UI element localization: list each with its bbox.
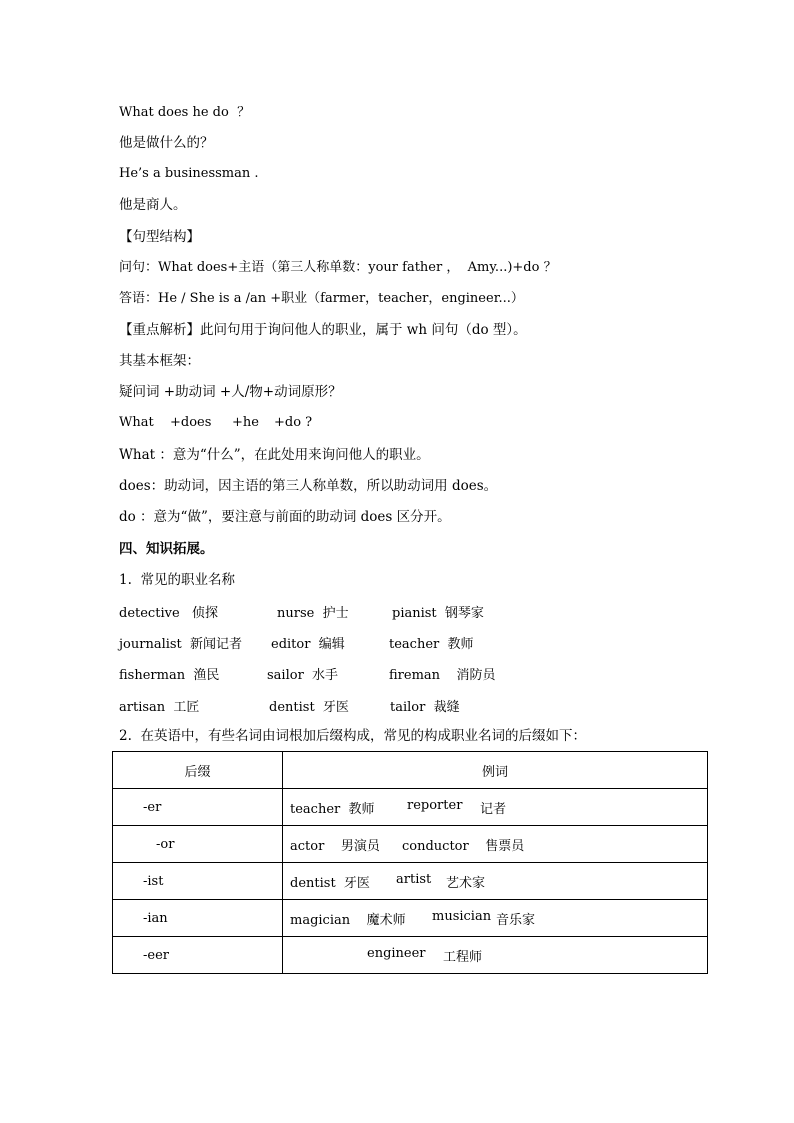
answer-chinese: 他是商人。 bbox=[119, 197, 187, 213]
item-two-heading: 2. 在英语中，有些名词由词根加后缀构成，常见的构成职业名词的后缀如下： bbox=[119, 728, 586, 744]
example-word: engineer bbox=[367, 946, 426, 961]
occupation-word: journalist 新闻记者 bbox=[119, 637, 243, 652]
occupation-word: fisherman 渔民 bbox=[119, 668, 220, 683]
question-structure: 问句：What does+主语（第三人称单数：your father ， Amy...)+do ？ bbox=[119, 260, 557, 275]
table-row bbox=[113, 937, 708, 974]
example-word: magician 魔术师 bbox=[290, 913, 406, 928]
key-analysis: 【重点解析】此问句用于询问他人的职业，属于 wh 问句（do 型）。 bbox=[119, 322, 527, 338]
suffix-cell: -ist bbox=[113, 863, 283, 900]
example-word: teacher 教师 bbox=[290, 802, 375, 817]
example-word: conductor 售票员 bbox=[402, 839, 525, 854]
occupation-word: teacher 教师 bbox=[389, 637, 474, 652]
occupation-word: dentist 牙医 bbox=[269, 700, 349, 715]
pattern-row bbox=[119, 415, 419, 433]
what-note: What ：意为“什么”，在此处用来询问他人的职业。 bbox=[119, 447, 430, 463]
question-chinese: 他是做什么的？ bbox=[119, 135, 214, 151]
occupation-row bbox=[119, 602, 599, 620]
example-word: dentist 牙医 bbox=[290, 876, 370, 891]
pattern-what: What bbox=[119, 415, 154, 430]
pattern-he: +he bbox=[232, 415, 259, 430]
framework-formula: 疑问词 +助动词 +人/物+动词原形？ bbox=[119, 384, 342, 400]
occupation-row bbox=[119, 664, 599, 682]
occupation-word: detective 侦探 bbox=[119, 606, 219, 621]
occupation-word: artisan 工匠 bbox=[119, 700, 200, 715]
question-english: What does he do ？ bbox=[119, 105, 251, 120]
pattern-do: +do ? bbox=[274, 415, 313, 430]
examples-cell bbox=[283, 863, 708, 900]
table-header-row bbox=[113, 752, 708, 789]
header-examples: 例词 bbox=[283, 752, 708, 789]
table-row bbox=[113, 826, 708, 863]
suffix-table bbox=[112, 751, 708, 974]
examples-cell bbox=[283, 826, 708, 863]
occupation-word: sailor 水手 bbox=[267, 668, 339, 683]
answer-english: He’s a businessman . bbox=[119, 166, 259, 181]
examples-cell bbox=[283, 789, 708, 826]
example-word: artist bbox=[396, 872, 432, 887]
table-row bbox=[113, 900, 708, 937]
occupation-word: pianist 钢琴家 bbox=[392, 606, 484, 621]
occupation-row bbox=[119, 696, 599, 714]
example-word: reporter bbox=[407, 798, 463, 813]
example-word: actor 男演员 bbox=[290, 839, 380, 854]
suffix-cell: -eer bbox=[113, 937, 283, 974]
occupation-word: tailor 裁缝 bbox=[390, 700, 460, 715]
example-word: 记者 bbox=[480, 802, 507, 817]
example-word: 工程师 bbox=[443, 950, 483, 965]
answer-structure: 答语：He / She is a /an +职业（farmer，teacher，engineer...） bbox=[119, 291, 524, 306]
suffix-cell: -or bbox=[113, 826, 283, 863]
example-word: 音乐家 bbox=[496, 913, 536, 928]
do-note: do ：意为“做”，要注意与前面的助动词 does 区分开。 bbox=[119, 509, 451, 525]
section-four-heading: 四、知识拓展。 bbox=[119, 541, 214, 557]
examples-cell bbox=[283, 900, 708, 937]
suffix-cell: -er bbox=[113, 789, 283, 826]
item-one-heading: 1. 常见的职业名称 bbox=[119, 572, 235, 588]
table-row bbox=[113, 863, 708, 900]
framework-heading: 其基本框架： bbox=[119, 353, 200, 369]
occupation-word: fireman 消防员 bbox=[389, 668, 496, 683]
does-note: does：助动词，因主语的第三人称单数，所以助动词用 does。 bbox=[119, 478, 498, 494]
occupation-word: nurse 护士 bbox=[277, 606, 349, 621]
example-word: musician bbox=[432, 909, 492, 924]
header-suffix: 后缀 bbox=[113, 752, 283, 789]
pattern-does: +does bbox=[170, 415, 212, 430]
occupation-row bbox=[119, 633, 599, 651]
structure-heading: 【句型结构】 bbox=[119, 229, 200, 245]
occupation-word: editor 编辑 bbox=[271, 637, 345, 652]
suffix-cell: -ian bbox=[113, 900, 283, 937]
examples-cell bbox=[283, 937, 708, 974]
example-word: 艺术家 bbox=[446, 876, 486, 891]
table-row bbox=[113, 789, 708, 826]
